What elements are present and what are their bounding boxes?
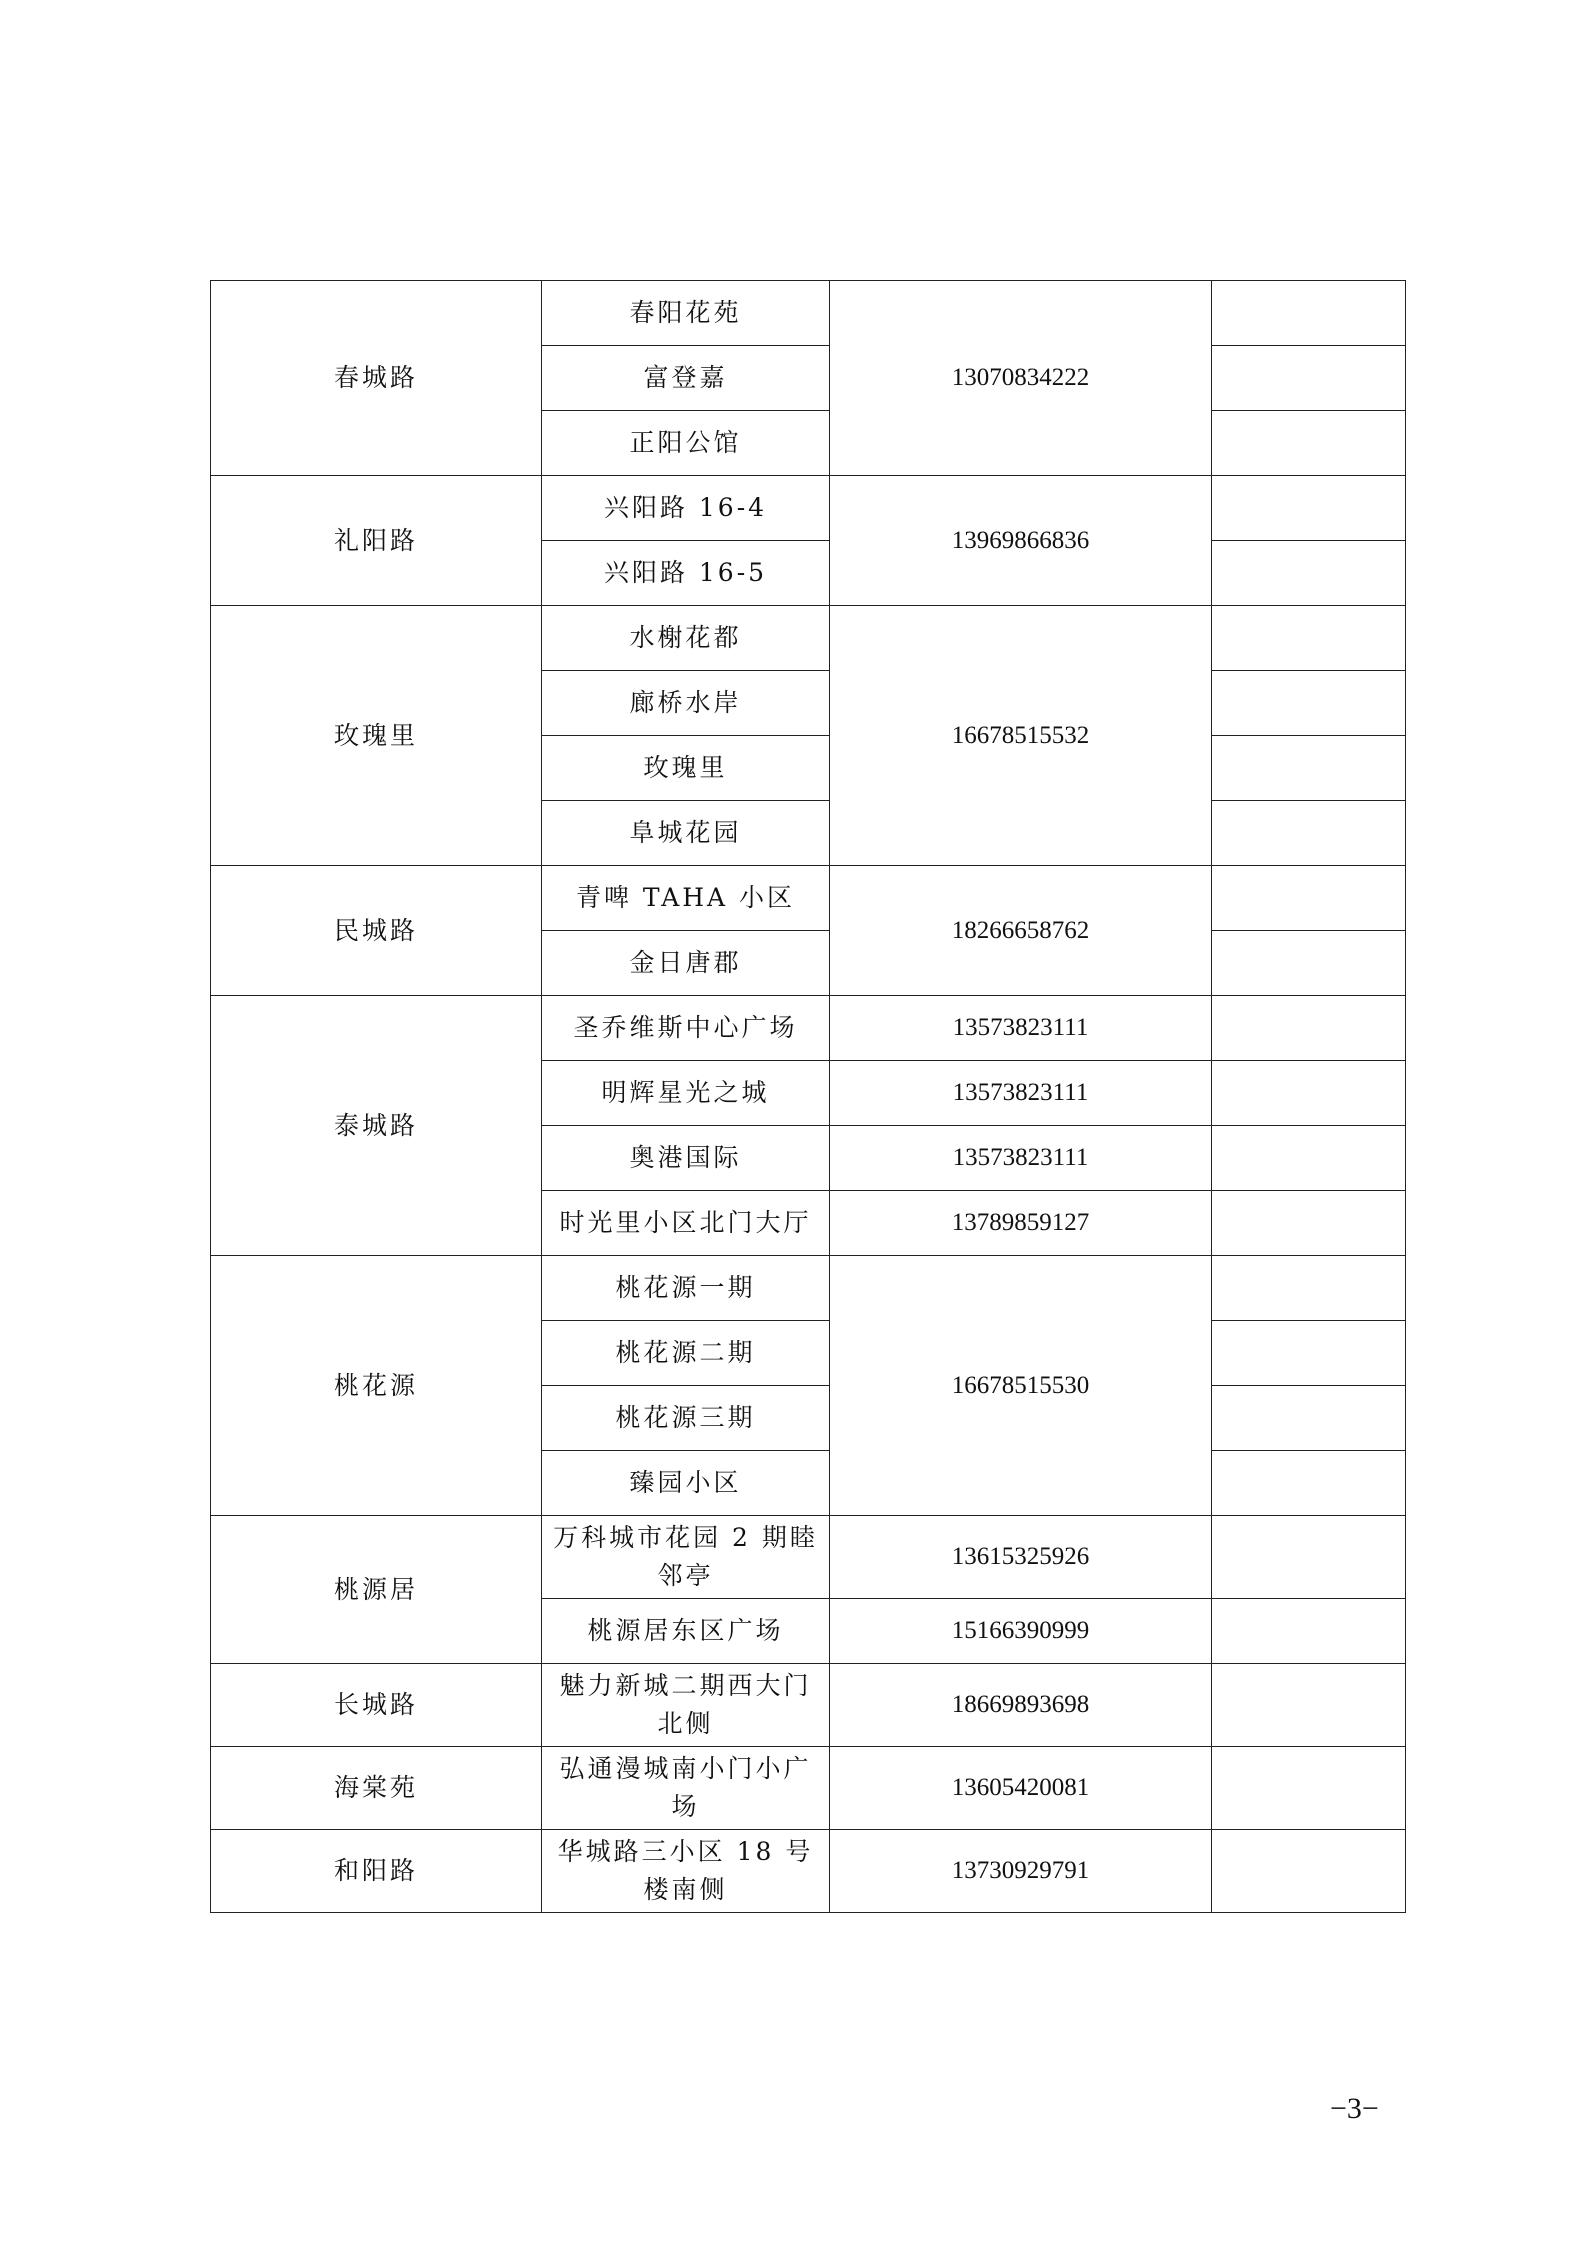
blank-cell	[1212, 411, 1406, 476]
street-cell: 玫瑰里	[211, 606, 542, 866]
table-row	[211, 476, 1406, 541]
table-row	[211, 1830, 1406, 1913]
table-row	[211, 1664, 1406, 1747]
phone-cell: 18266658762	[830, 866, 1212, 996]
street-cell: 民城路	[211, 866, 542, 996]
place-cell: 阜城花园	[542, 801, 830, 866]
street-cell: 桃花源	[211, 1256, 542, 1516]
phone-cell: 13573823111	[830, 996, 1212, 1061]
blank-cell	[1212, 1256, 1406, 1321]
table-row	[211, 996, 1406, 1061]
table-row	[211, 1516, 1406, 1599]
phone-cell: 13573823111	[830, 1126, 1212, 1191]
street-cell: 礼阳路	[211, 476, 542, 606]
blank-cell	[1212, 1386, 1406, 1451]
place-cell: 桃花源二期	[542, 1321, 830, 1386]
place-cell: 魅力新城二期西大门北侧	[542, 1664, 830, 1747]
blank-cell	[1212, 541, 1406, 606]
blank-cell	[1212, 606, 1406, 671]
blank-cell	[1212, 1061, 1406, 1126]
table-row	[211, 866, 1406, 931]
place-cell: 桃源居东区广场	[542, 1599, 830, 1664]
place-cell: 华城路三小区 18 号楼南侧	[542, 1830, 830, 1913]
phone-cell: 13573823111	[830, 1061, 1212, 1126]
place-cell: 兴阳路 16-4	[542, 476, 830, 541]
blank-cell	[1212, 736, 1406, 801]
phone-cell: 18669893698	[830, 1664, 1212, 1747]
place-cell: 明辉星光之城	[542, 1061, 830, 1126]
street-cell: 春城路	[211, 281, 542, 476]
street-cell: 长城路	[211, 1664, 542, 1747]
place-cell: 玫瑰里	[542, 736, 830, 801]
place-cell: 廊桥水岸	[542, 671, 830, 736]
place-cell: 时光里小区北门大厅	[542, 1191, 830, 1256]
street-cell: 海棠苑	[211, 1747, 542, 1830]
phone-cell: 13070834222	[830, 281, 1212, 476]
blank-cell	[1212, 1126, 1406, 1191]
blank-cell	[1212, 1321, 1406, 1386]
phone-cell: 15166390999	[830, 1599, 1212, 1664]
place-cell: 桃花源一期	[542, 1256, 830, 1321]
place-cell: 春阳花苑	[542, 281, 830, 346]
blank-cell	[1212, 1664, 1406, 1747]
blank-cell	[1212, 996, 1406, 1061]
place-cell: 奥港国际	[542, 1126, 830, 1191]
street-cell: 泰城路	[211, 996, 542, 1256]
blank-cell	[1212, 931, 1406, 996]
place-cell: 青啤 TAHA 小区	[542, 866, 830, 931]
phone-cell: 13615325926	[830, 1516, 1212, 1599]
blank-cell	[1212, 671, 1406, 736]
place-cell: 金日唐郡	[542, 931, 830, 996]
phone-cell: 16678515530	[830, 1256, 1212, 1516]
place-cell: 圣乔维斯中心广场	[542, 996, 830, 1061]
place-cell: 正阳公馆	[542, 411, 830, 476]
site-contact-table-body	[211, 281, 1406, 1913]
street-cell: 和阳路	[211, 1830, 542, 1913]
street-cell: 桃源居	[211, 1516, 542, 1664]
phone-cell: 13969866836	[830, 476, 1212, 606]
place-cell: 臻园小区	[542, 1451, 830, 1516]
table-row	[211, 606, 1406, 671]
blank-cell	[1212, 1516, 1406, 1599]
blank-cell	[1212, 346, 1406, 411]
blank-cell	[1212, 1830, 1406, 1913]
phone-cell: 13789859127	[830, 1191, 1212, 1256]
blank-cell	[1212, 866, 1406, 931]
blank-cell	[1212, 1747, 1406, 1830]
table-row	[211, 281, 1406, 346]
place-cell: 万科城市花园 2 期睦邻亭	[542, 1516, 830, 1599]
place-cell: 水榭花都	[542, 606, 830, 671]
blank-cell	[1212, 1451, 1406, 1516]
phone-cell: 13605420081	[830, 1747, 1212, 1830]
blank-cell	[1212, 801, 1406, 866]
phone-cell: 16678515532	[830, 606, 1212, 866]
place-cell: 兴阳路 16-5	[542, 541, 830, 606]
table-row	[211, 1256, 1406, 1321]
place-cell: 桃花源三期	[542, 1386, 830, 1451]
table-row	[211, 1747, 1406, 1830]
page-number: −3−	[1330, 2092, 1379, 2125]
blank-cell	[1212, 281, 1406, 346]
blank-cell	[1212, 1191, 1406, 1256]
blank-cell	[1212, 476, 1406, 541]
place-cell: 富登嘉	[542, 346, 830, 411]
place-cell: 弘通漫城南小门小广场	[542, 1747, 830, 1830]
blank-cell	[1212, 1599, 1406, 1664]
phone-cell: 13730929791	[830, 1830, 1212, 1913]
site-contact-table	[210, 280, 1406, 1913]
